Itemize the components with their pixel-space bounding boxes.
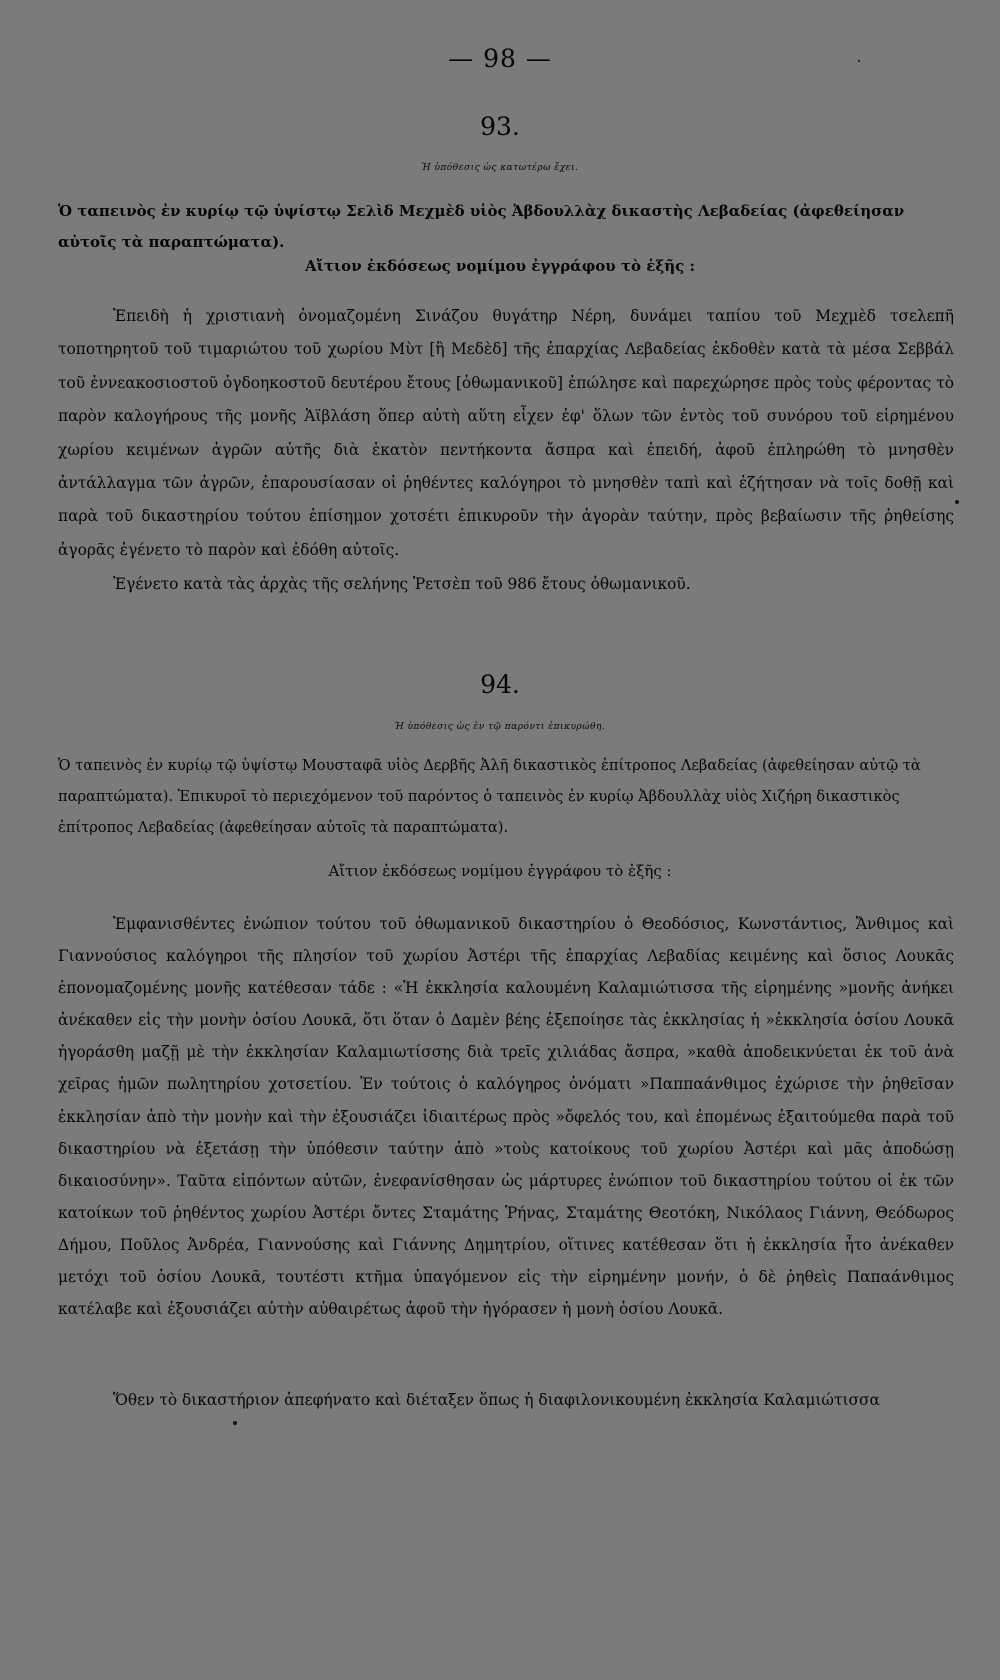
document-93-heading-text: Ὁ ταπεινὸς ἐν κυρίῳ τῷ ὑψίστῳ Σελὶδ Μεχμὲδ υἱὸς Ἀβδουλλὰχ δικαστὴς Λεβαδείας (ἀφεθείησαν αὐτοῖς τὰ παραπτώματα).	[58, 202, 905, 251]
document-93-title: Αἴτιον ἐκδόσεως νομίμου ἐγγράφου τὸ ἑξῆς :	[304, 257, 696, 275]
document-94-title: Αἴτιον ἐκδόσεως νομίμου ἐγγράφου τὸ ἑξῆς :	[328, 862, 672, 880]
document-94-note: Ἡ ὑπόθεσις ὡς ἐν τῷ παρόντι ἐπικυρώθη.	[394, 722, 606, 732]
speck-mark	[233, 1421, 237, 1425]
document-93-note: Ἡ ὑπόθεσις ὡς κατωτέρω ἔχει.	[421, 163, 579, 173]
document-93-heading	[58, 196, 950, 258]
speck-mark	[955, 500, 959, 504]
speck-mark	[858, 60, 860, 62]
document-93-paragraph-2: Ἐγένετο κατὰ τὰς ἀρχὰς τῆς σελήνης Ῥετσὲπ τοῦ 986 ἔτους ὀθωμανικοῦ.	[113, 575, 691, 593]
document-93-paragraph-1: Ἐπειδὴ ἡ χριστιανὴ ὀνομαζομένη Σινάζου θυγάτηρ Νέρη, δυνάμει ταπίου τοῦ Μεχμὲδ τσελεπῆ τοποτηρητοῦ τοῦ τιμαριώτου τοῦ χωρίου Μὺτ [ἢ Μεδὲδ] τῆς ἐπαρχίας Λεβαδείας ἐκδοθὲν κατὰ τὰ μέσα Σεββάλ τοῦ ἐννεακοσιοστοῦ ὀγδοηκοστοῦ δευτέρου ἔτους [ὀθωμανικοῦ] ἐπώλησε καὶ παρεχώρησε πρὸς τοὺς φέροντας τὸ παρὸν καλογήρους τῆς μονῆς Ἁϊβλάση ὅπερ αὐτὴ αὕτη εἶχεν ἐφ' ὅλων τῶν ἐντὸς τοῦ συνόρου τοῦ εἰρημένου χωρίου κειμένων ἀγρῶν αὐτῆς διὰ ἑκατὸν πεντήκοντα ἄσπρα καὶ ἐπειδή, ἀφοῦ ἐπληρώθη τὸ μνησθὲν ἀντάλλαγμα τῶν ἀγρῶν, ἐπαρουσίασαν οἱ ῥηθέντες καλόγηροι τὸ μνησθὲν ταπὶ καὶ ἐζήτησαν νὰ τοῖς δοθῇ καὶ παρὰ τοῦ δικαστηρίου τούτου ἐπίσημον χοτσέτι ἐπικυροῦν τὴν ἀγορὰν ταύτην, πρὸς βεβαίωσιν τῆς ῥηθείσης ἀγορᾶς ἐγένετο τὸ παρὸν καὶ ἐδόθη αὐτοῖς.	[58, 307, 954, 559]
page-number: — 98 —	[448, 44, 552, 73]
document-94-heading	[58, 750, 950, 843]
document-94-heading-text: Ὁ ταπεινὸς ἐν κυρίῳ τῷ ὑψίστῳ Μουσταφᾶ υἱὸς Δερβῆς Ἀλῆ δικαστικὸς ἐπίτροπος Λεβαδείας (ἀφεθείησαν αὐτῷ τὰ παραπτώματα). Ἐπικυροῖ τὸ περιεχόμενον τοῦ παρόντος ὁ ταπεινὸς ἐν κυρίῳ Ἀβδουλλὰχ υἱὸς Χιζήρη δικαστικὸς ἐπίτροπος Λεβαδείας (ἀφεθείησαν αὐτοῖς τὰ παραπτώματα).	[58, 757, 921, 836]
document-number-93: 93.	[480, 112, 520, 141]
document-number-94: 94.	[480, 670, 520, 699]
document-94-paragraph-1: Ἐμφανισθέντες ἐνώπιον τούτου τοῦ ὀθωμανικοῦ δικαστηρίου ὁ Θεοδόσιος, Κωνστάντιος, Ἄνθιμος καὶ Γιαννούσιος καλόγηροι τῆς πλησίον τοῦ χωρίου Ἀστέρι τῆς ἐπαρχίας Λεβαδίας κειμένης καὶ ὅσιος Λουκᾶς ἐπονομαζομένης μονῆς κατέθεσαν τάδε : «Ἡ ἐκκλησία καλουμένη Καλαμιώτισσα τῆς εἰρημένης »μονῆς ἀνήκει ἀνέκαθεν εἰς τὴν μονὴν ὁσίου Λουκᾶ, ὅτι ὅταν ὁ Δαμὲν βέης ἐξεποίησε τὰς ἐκκλησίας ἡ »ἐκκλησία ὁσίου Λουκᾶ ἠγοράσθη μαζῇ μὲ τὴν ἐκκλησίαν Καλαμιωτίσσης διὰ τρεῖς χιλιάδας ἄσπρα, »καθὰ ἀποδεικνύεται ἐκ τοῦ ἀνὰ χεῖρας ἡμῶν πωλητηρίου χοτσετίου. Ἐν τούτοις ὁ καλόγηρος ὀνόματι »Παππαάνθιμος ἐχώρισε τὴν ῥηθεῖσαν ἐκκλησίαν ἀπὸ τὴν μονὴν καὶ τὴν ἐξουσιάζει ἰδιαιτέρως πρὸς »ὄφελός του, καὶ ἐπομένως ἐξαιτούμεθα παρὰ τοῦ δικαστηρίου νὰ ἐξετάσῃ τὴν ὑπόθεσιν ταύτην ἀπὸ »τοὺς κατοίκους τοῦ χωρίου Ἀστέρι καὶ μᾶς ἀποδώσῃ δικαιοσύνην». Ταῦτα εἰπόντων αὐτῶν, ἐνεφανίσθησαν ὡς μάρτυρες ἐνώπιον τοῦ δικαστηρίου τούτου οἱ ἐκ τῶν κατοίκων τοῦ ῥηθέντος χωρίου Ἀστέρι ὄντες Σταμάτης Ῥήνας, Σταμάτης Θεοτόκη, Νικόλαος Γιάννη, Θεόδωρος Δήμου, Ποῦλος Ἀνδρέα, Γιαννούσης καὶ Γιάννης Δημητρίου, οἵτινες κατέθεσαν ὅτι ἡ ἐκκλησία ἦτο ἀνέκαθεν μετόχι τοῦ ὁσίου Λουκᾶ, τουτέστι κτῆμα ὑπαγόμενον εἰς τὴν εἰρημένην μονήν, ὁ δὲ ῥηθεὶς Παπαάνθιμος κατέλαβε καὶ ἐξουσιάζει αὐτὴν αὐθαιρέτως ἀφοῦ τὴν ἠγόρασεν ἡ μονὴ ὁσίου Λουκᾶ.	[58, 915, 954, 1319]
document-94-paragraph-2: Ὅθεν τὸ δικαστήριον ἀπεφήνατο καὶ διέταξεν ὅπως ἡ διαφιλονικουμένη ἐκκλησία Καλαμιώτισσα	[113, 1391, 880, 1409]
